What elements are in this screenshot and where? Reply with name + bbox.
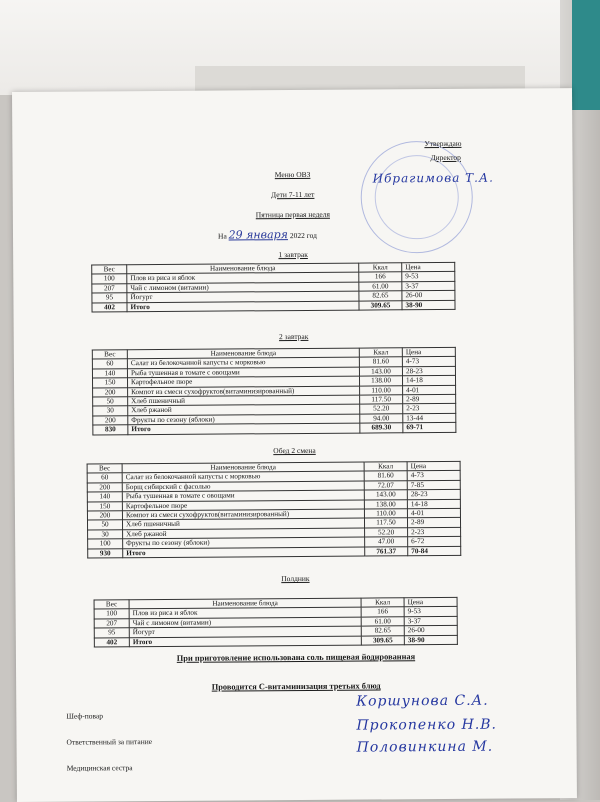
col-kcal: Ккал — [361, 598, 404, 608]
cell-price: 4-73 — [402, 357, 455, 367]
col-kcal: Ккал — [359, 263, 402, 273]
cell-kcal: 166 — [361, 607, 404, 617]
cell-kcal: 81.60 — [359, 357, 402, 367]
meal-title: Полдник — [281, 573, 310, 584]
col-weight: Вес — [92, 350, 127, 360]
total-row — [94, 635, 457, 647]
cell-weight: 140 — [87, 492, 122, 502]
cell-name: Хлеб ржаной — [128, 404, 360, 415]
cell-name: Чай с лимоном (витамин) — [129, 617, 361, 628]
col-name: Наименование блюда — [127, 263, 359, 274]
cell-price: 3-37 — [404, 616, 457, 626]
cell-kcal: 72.07 — [364, 481, 407, 491]
cell-kcal: 138.00 — [359, 376, 402, 386]
role-chef: Шеф-повар — [66, 711, 104, 721]
cell-weight: 30 — [88, 529, 123, 539]
cell-kcal: 94.00 — [360, 414, 403, 424]
meal-table — [87, 461, 462, 559]
cell-price: 2-89 — [407, 518, 460, 528]
col-price: Цена — [407, 461, 460, 471]
col-weight: Вес — [94, 600, 129, 610]
cell-name: Йогурт — [127, 291, 359, 302]
cell-weight: 402 — [94, 637, 129, 647]
cell-kcal: 138.00 — [364, 499, 407, 509]
director-label: Директор — [430, 152, 461, 163]
cell-price: 6-72 — [408, 537, 461, 547]
cell-weight: 95 — [94, 628, 129, 638]
date-suffix: 2022 год — [289, 230, 317, 241]
cell-name: Плов из риса и яблок — [127, 272, 359, 283]
total-row — [88, 546, 461, 558]
signature-nutrition: Прокопенко Н.В. — [356, 716, 498, 734]
cell-name: Компот из смеси сухофруктов(витаминизированный) — [128, 386, 360, 397]
cell-kcal: 47.00 — [365, 537, 408, 547]
week-day: Пятница первая неделя — [255, 209, 330, 220]
cell-kcal: 143.00 — [359, 367, 402, 377]
cell-kcal: 82.65 — [359, 291, 402, 301]
cell-weight: 100 — [88, 539, 123, 549]
cell-name: Йогурт — [129, 626, 361, 637]
cell-kcal: 52.20 — [365, 527, 408, 537]
cell-name: Фрукты по сезону (яблоки) — [128, 414, 360, 425]
cell-weight: 30 — [93, 406, 128, 416]
cell-kcal: 689.30 — [360, 423, 403, 433]
cell-name: Итого — [128, 423, 360, 434]
signature-chef: Коршунова С.А. — [356, 692, 489, 710]
cell-name: Плов из риса и яблок — [129, 607, 361, 618]
cell-price: 4-01 — [403, 385, 456, 395]
cell-weight: 830 — [93, 425, 128, 435]
meal-title: Обед 2 смена — [273, 445, 316, 456]
cell-name: Картофельное пюре — [127, 376, 359, 387]
cell-weight: 150 — [92, 378, 127, 388]
cell-kcal: 117.50 — [364, 518, 407, 528]
role-nutrition: Ответственный за питание — [66, 737, 153, 747]
cell-name: Чай с лимоном (витамин) — [127, 282, 359, 293]
cell-weight: 60 — [92, 359, 127, 369]
date-prefix: На — [217, 231, 227, 241]
cell-price: 9-53 — [402, 272, 455, 282]
cell-kcal: 82.65 — [361, 626, 404, 636]
col-kcal: Ккал — [364, 462, 407, 472]
cell-price: 26-00 — [402, 291, 455, 301]
cell-price: 2-23 — [403, 404, 456, 414]
meal-table — [94, 597, 458, 647]
col-weight: Вес — [92, 265, 127, 275]
col-kcal: Ккал — [359, 348, 402, 358]
col-name: Наименование блюда — [129, 598, 361, 609]
total-row — [93, 423, 456, 435]
cell-price: 69-71 — [403, 423, 456, 433]
cell-price: 7-85 — [407, 480, 460, 490]
cell-name: Картофельное пюре — [122, 500, 364, 511]
cell-weight: 50 — [87, 520, 122, 530]
cell-price: 26-00 — [404, 626, 457, 636]
cell-weight: 200 — [87, 511, 122, 521]
cell-kcal: 61.00 — [361, 617, 404, 627]
cell-kcal: 61.00 — [359, 282, 402, 292]
age-group: Дети 7-11 лет — [270, 189, 315, 200]
cell-price: 4-01 — [407, 508, 460, 518]
cell-weight: 60 — [87, 473, 122, 483]
cell-name: Хлеб ржаной — [123, 528, 365, 539]
cell-name: Рыба тушенная в томате с овощами — [122, 490, 364, 501]
cell-weight: 207 — [92, 283, 127, 293]
meal-title: 1 завтрак — [278, 249, 308, 260]
cell-kcal: 761.37 — [365, 546, 408, 556]
salt-note: При приготовление использована соль пищевая йодированная — [176, 652, 416, 663]
cell-price: 70-84 — [408, 546, 461, 556]
vitamin-note: Проводится С-витаминизация третьих блюд — [211, 681, 381, 692]
cell-name: Хлеб пшеничный — [128, 395, 360, 406]
background-object — [572, 0, 600, 110]
cell-price: 2-23 — [408, 527, 461, 537]
cell-kcal: 117.50 — [360, 395, 403, 405]
col-name: Наименование блюда — [122, 462, 364, 473]
cell-price: 4-73 — [407, 471, 460, 481]
cell-kcal: 166 — [359, 272, 402, 282]
cell-weight: 930 — [88, 548, 123, 558]
cell-weight: 200 — [87, 483, 122, 493]
col-price: Цена — [402, 262, 455, 272]
cell-name: Рыба тушенная в томате с овощами — [127, 367, 359, 378]
approval-label: Утверждаю — [424, 138, 462, 149]
cell-price: 14-18 — [407, 499, 460, 509]
col-weight: Вес — [87, 464, 122, 474]
cell-price: 13-44 — [403, 413, 456, 423]
total-row — [92, 300, 455, 312]
cell-kcal: 143.00 — [364, 490, 407, 500]
cell-weight: 402 — [92, 302, 127, 312]
cell-name: Компот из смеси сухофруктов(витаминизированный) — [122, 509, 364, 520]
cell-weight: 150 — [87, 501, 122, 511]
col-price: Цена — [404, 597, 457, 607]
date-handwritten: 29 января — [228, 228, 288, 242]
director-signature: Ибрагимова Т.А. — [372, 170, 494, 186]
menu-title: Меню ОВЗ — [274, 169, 311, 180]
cell-price: 3-37 — [402, 281, 455, 291]
cell-kcal: 110.00 — [364, 509, 407, 519]
cell-name: Фрукты по сезону (яблоки) — [123, 537, 365, 548]
col-price: Цена — [402, 347, 455, 357]
cell-weight: 207 — [94, 618, 129, 628]
cell-price: 2-89 — [403, 394, 456, 404]
meal-title: 2 завтрак — [278, 331, 309, 342]
cell-weight: 100 — [92, 274, 127, 284]
role-nurse: Медицинская сестра — [66, 763, 133, 773]
cell-weight: 200 — [93, 387, 128, 397]
cell-kcal: 110.00 — [360, 385, 403, 395]
cell-weight: 140 — [92, 368, 127, 378]
cell-weight: 95 — [92, 293, 127, 303]
cell-name: Итого — [127, 301, 359, 312]
cell-name: Итого — [123, 547, 365, 558]
cell-name: Итого — [129, 636, 361, 647]
cell-name: Салат из белокочанной капусты с морковью — [127, 357, 359, 368]
date-line — [218, 228, 317, 242]
meal-table — [91, 262, 455, 312]
signature-nurse: Половинкина М. — [356, 738, 494, 756]
col-name: Наименование блюда — [127, 348, 359, 359]
cell-price: 14-18 — [402, 376, 455, 386]
cell-weight: 200 — [93, 415, 128, 425]
cell-price: 28-23 — [407, 490, 460, 500]
cell-price: 38-90 — [402, 300, 455, 310]
cell-kcal: 309.65 — [361, 635, 404, 645]
cell-price: 9-53 — [404, 607, 457, 617]
cell-name: Хлеб пшеничный — [122, 518, 364, 529]
cell-weight: 100 — [94, 609, 129, 619]
cell-price: 28-23 — [402, 366, 455, 376]
cell-kcal: 81.60 — [364, 471, 407, 481]
menu-document — [12, 88, 577, 802]
cell-weight: 50 — [93, 397, 128, 407]
cell-name: Борщ сибирский с фасолью — [122, 481, 364, 492]
cell-name: Салат из белокочанной капусты с морковью — [122, 471, 364, 482]
cell-kcal: 309.65 — [359, 300, 402, 310]
cell-price: 38-90 — [404, 635, 457, 645]
meal-table — [92, 347, 457, 435]
cell-kcal: 52.20 — [360, 404, 403, 414]
